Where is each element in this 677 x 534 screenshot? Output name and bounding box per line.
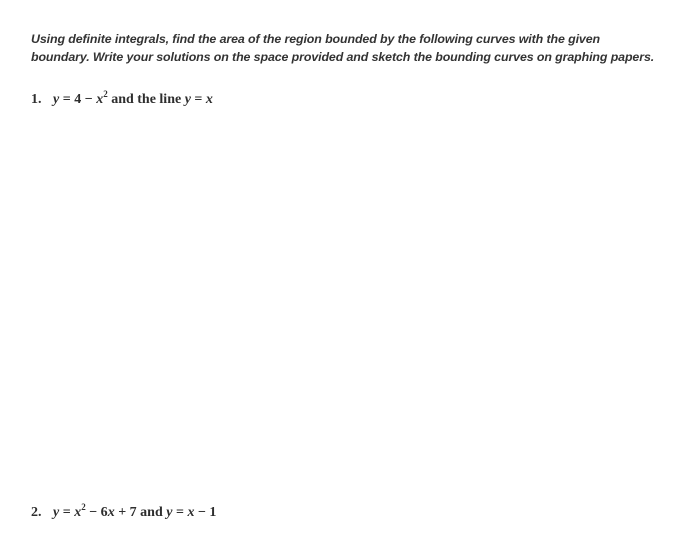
connector-text: and [136,505,167,520]
connector-text: and the line [107,92,185,107]
equation-line: y = x − 1 [166,505,217,520]
instructions-text: Using definite integrals, find the area of the region bounded by the following curves with the given boundary. Write your solutions on the space provided and sketch the bounding curves on graphing papers. [31,32,655,64]
problem-number: 2. [31,505,42,520]
problem-1 [31,89,213,108]
problem-number: 1. [31,92,42,107]
problem-2 [31,502,217,521]
equation-curve: $y = 4 - x^2$ [53,89,108,107]
equation-line: y = x [184,92,213,107]
equation-curve: $y = x^2 - 6x + 7$ [53,502,137,520]
